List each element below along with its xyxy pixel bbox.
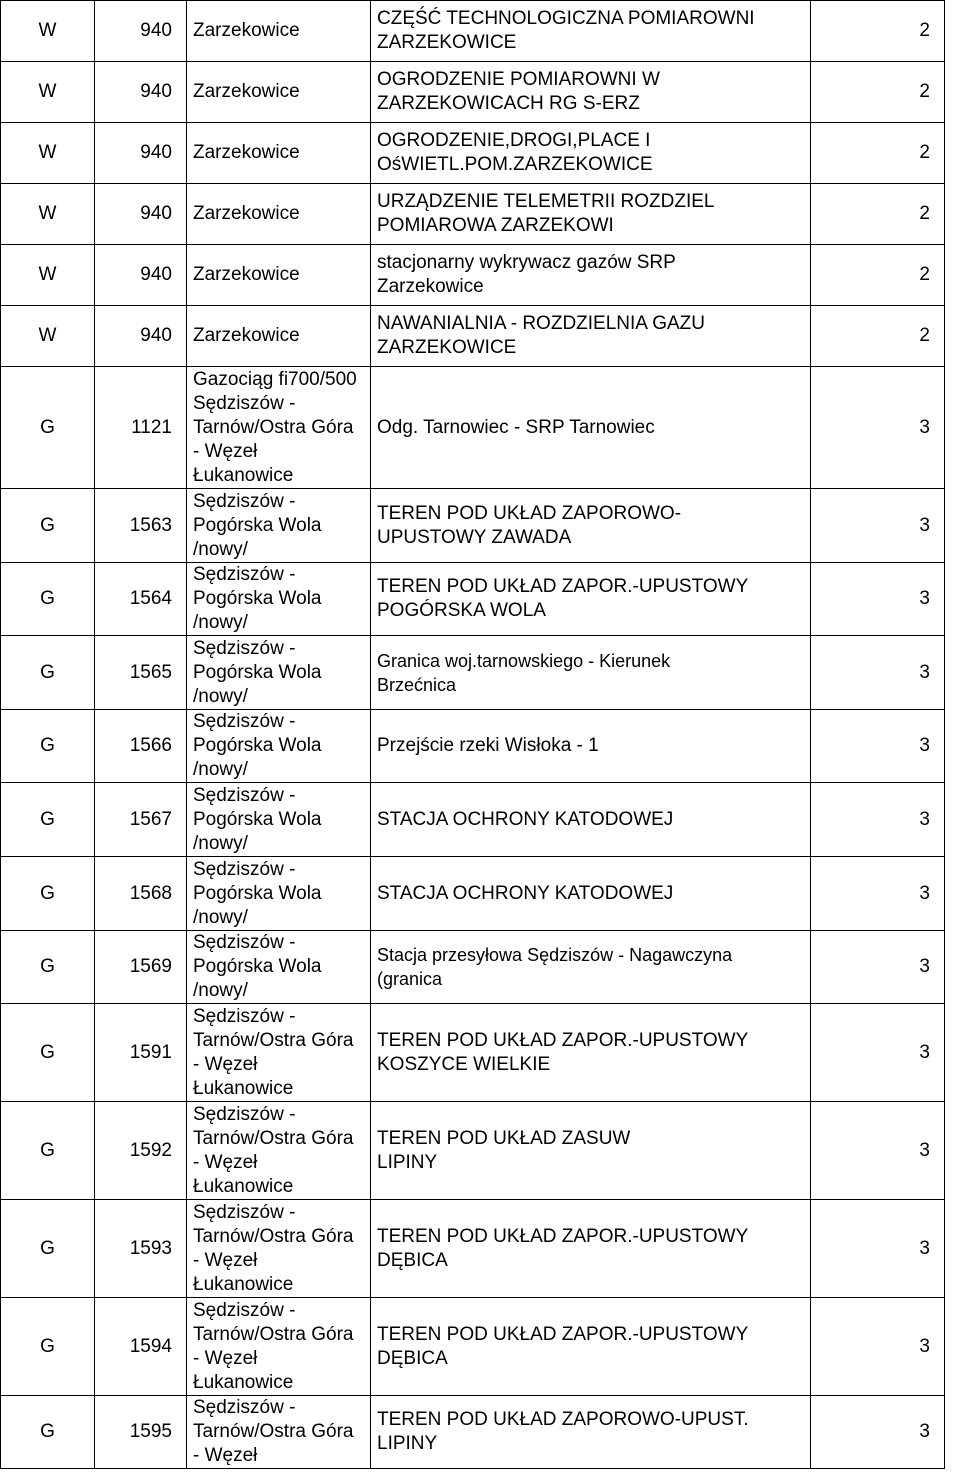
table-row: [1, 857, 945, 931]
row-type-cell: W: [1, 62, 95, 123]
row-object-cell: TEREN POD UKŁAD ZAPOR.-UPUSTOWY DĘBICA: [371, 1200, 811, 1298]
row-category-cell: 3: [811, 1102, 945, 1200]
row-location-cell: Sędziszów - Tarnów/Ostra Góra - Węzeł Łukanowice: [187, 1298, 371, 1396]
row-number-cell: 940: [95, 62, 187, 123]
table-row: [1, 245, 945, 306]
table-row: [1, 931, 945, 1004]
row-location-cell: Zarzekowice: [187, 123, 371, 184]
row-type-cell: W: [1, 1, 95, 62]
row-type-cell: W: [1, 306, 95, 367]
table-row: [1, 563, 945, 636]
table-row: [1, 1, 945, 62]
row-number-cell: 1592: [95, 1102, 187, 1200]
row-number-cell: 940: [95, 184, 187, 245]
row-type-cell: G: [1, 1102, 95, 1200]
row-object-cell: TEREN POD UKŁAD ZAPOROWO-UPUST. LIPINY: [371, 1396, 811, 1469]
row-object-cell: NAWANIALNIA - ROZDZIELNIA GAZU ZARZEKOWICE: [371, 306, 811, 367]
row-category-cell: 3: [811, 636, 945, 710]
row-location-cell: Sędziszów - Pogórska Wola /nowy/: [187, 563, 371, 636]
table-row: [1, 62, 945, 123]
row-type-cell: G: [1, 1396, 95, 1469]
row-location-cell: Sędziszów - Tarnów/Ostra Góra - Węzeł Łukanowice: [187, 1200, 371, 1298]
row-object-cell: OGRODZENIE POMIAROWNI W ZARZEKOWICACH RG S-ERZ: [371, 62, 811, 123]
row-type-cell: G: [1, 367, 95, 489]
row-location-cell: Sędziszów - Tarnów/Ostra Góra - Węzeł Łukanowice: [187, 1102, 371, 1200]
row-category-cell: 3: [811, 489, 945, 563]
row-category-cell: 3: [811, 783, 945, 857]
row-number-cell: 940: [95, 245, 187, 306]
table-row: [1, 123, 945, 184]
row-object-cell: STACJA OCHRONY KATODOWEJ: [371, 783, 811, 857]
table-row: [1, 306, 945, 367]
row-object-cell: TEREN POD UKŁAD ZAPOR.-UPUSTOWY KOSZYCE WIELKIE: [371, 1004, 811, 1102]
row-location-cell: Sędziszów - Tarnów/Ostra Góra - Węzeł Łukanowice: [187, 1004, 371, 1102]
table-row: [1, 636, 945, 710]
row-category-cell: 3: [811, 857, 945, 931]
row-object-cell: Odg. Tarnowiec - SRP Tarnowiec: [371, 367, 811, 489]
row-category-cell: 3: [811, 931, 945, 1004]
table-row: [1, 184, 945, 245]
row-type-cell: G: [1, 1298, 95, 1396]
row-type-cell: G: [1, 931, 95, 1004]
row-category-cell: 2: [811, 184, 945, 245]
row-object-cell: OGRODZENIE,DROGI,PLACE I OśWIETL.POM.ZARZEKOWICE: [371, 123, 811, 184]
row-location-cell: Zarzekowice: [187, 306, 371, 367]
table-row: [1, 489, 945, 563]
row-object-cell: Przejście rzeki Wisłoka - 1: [371, 710, 811, 783]
row-object-cell: URZĄDZENIE TELEMETRII ROZDZIEL POMIAROWA ZARZEKOWI: [371, 184, 811, 245]
row-number-cell: 1121: [95, 367, 187, 489]
row-type-cell: W: [1, 123, 95, 184]
row-category-cell: 2: [811, 123, 945, 184]
asset-table-body: [1, 1, 945, 1469]
row-type-cell: W: [1, 184, 95, 245]
row-number-cell: 1568: [95, 857, 187, 931]
row-category-cell: 3: [811, 1298, 945, 1396]
row-category-cell: 3: [811, 367, 945, 489]
row-type-cell: G: [1, 1004, 95, 1102]
row-location-cell: Zarzekowice: [187, 184, 371, 245]
row-location-cell: Gazociąg fi700/500 Sędziszów - Tarnów/Ostra Góra - Węzeł Łukanowice: [187, 367, 371, 489]
row-object-cell: Stacja przesyłowa Sędziszów - Nagawczyna (granica: [371, 931, 811, 1004]
row-category-cell: 3: [811, 563, 945, 636]
row-category-cell: 2: [811, 306, 945, 367]
row-object-cell: TEREN POD UKŁAD ZAPOR.-UPUSTOWY DĘBICA: [371, 1298, 811, 1396]
row-category-cell: 2: [811, 62, 945, 123]
row-number-cell: 1564: [95, 563, 187, 636]
row-location-cell: Sędziszów - Pogórska Wola /nowy/: [187, 931, 371, 1004]
row-number-cell: 940: [95, 1, 187, 62]
row-type-cell: G: [1, 710, 95, 783]
row-number-cell: 1595: [95, 1396, 187, 1469]
row-category-cell: 3: [811, 1200, 945, 1298]
row-object-cell: Granica woj.tarnowskiego - Kierunek Brzećnica: [371, 636, 811, 710]
row-location-cell: Sędziszów - Pogórska Wola /nowy/: [187, 636, 371, 710]
row-object-cell: TEREN POD UKŁAD ZASUW LIPINY: [371, 1102, 811, 1200]
row-location-cell: Sędziszów - Pogórska Wola /nowy/: [187, 489, 371, 563]
row-number-cell: 940: [95, 306, 187, 367]
row-type-cell: W: [1, 245, 95, 306]
row-type-cell: G: [1, 636, 95, 710]
row-type-cell: G: [1, 783, 95, 857]
row-location-cell: Sędziszów - Pogórska Wola /nowy/: [187, 857, 371, 931]
row-location-cell: Zarzekowice: [187, 1, 371, 62]
row-category-cell: 2: [811, 245, 945, 306]
row-number-cell: 1593: [95, 1200, 187, 1298]
row-type-cell: G: [1, 563, 95, 636]
table-row: [1, 1396, 945, 1469]
row-object-cell: CZĘŚĆ TECHNOLOGICZNA POMIAROWNI ZARZEKOWICE: [371, 1, 811, 62]
row-number-cell: 1567: [95, 783, 187, 857]
row-number-cell: 1563: [95, 489, 187, 563]
row-number-cell: 1566: [95, 710, 187, 783]
row-object-cell: stacjonarny wykrywacz gazów SRP Zarzekowice: [371, 245, 811, 306]
row-number-cell: 1594: [95, 1298, 187, 1396]
table-row: [1, 1102, 945, 1200]
row-object-cell: STACJA OCHRONY KATODOWEJ: [371, 857, 811, 931]
row-category-cell: 2: [811, 1, 945, 62]
row-location-cell: Zarzekowice: [187, 245, 371, 306]
row-category-cell: 3: [811, 1396, 945, 1469]
row-number-cell: 940: [95, 123, 187, 184]
row-location-cell: Sędziszów - Tarnów/Ostra Góra - Węzeł: [187, 1396, 371, 1469]
row-type-cell: G: [1, 857, 95, 931]
row-number-cell: 1591: [95, 1004, 187, 1102]
row-location-cell: Sędziszów - Pogórska Wola /nowy/: [187, 783, 371, 857]
row-type-cell: G: [1, 1200, 95, 1298]
row-object-cell: TEREN POD UKŁAD ZAPOR.-UPUSTOWY POGÓRSKA WOLA: [371, 563, 811, 636]
row-number-cell: 1569: [95, 931, 187, 1004]
row-location-cell: Zarzekowice: [187, 62, 371, 123]
row-category-cell: 3: [811, 1004, 945, 1102]
table-row: [1, 1298, 945, 1396]
row-object-cell: TEREN POD UKŁAD ZAPOROWO- UPUSTOWY ZAWADA: [371, 489, 811, 563]
table-row: [1, 1200, 945, 1298]
table-row: [1, 1004, 945, 1102]
table-row: [1, 710, 945, 783]
table-row: [1, 783, 945, 857]
row-location-cell: Sędziszów - Pogórska Wola /nowy/: [187, 710, 371, 783]
row-type-cell: G: [1, 489, 95, 563]
table-row: [1, 367, 945, 489]
row-number-cell: 1565: [95, 636, 187, 710]
row-category-cell: 3: [811, 710, 945, 783]
